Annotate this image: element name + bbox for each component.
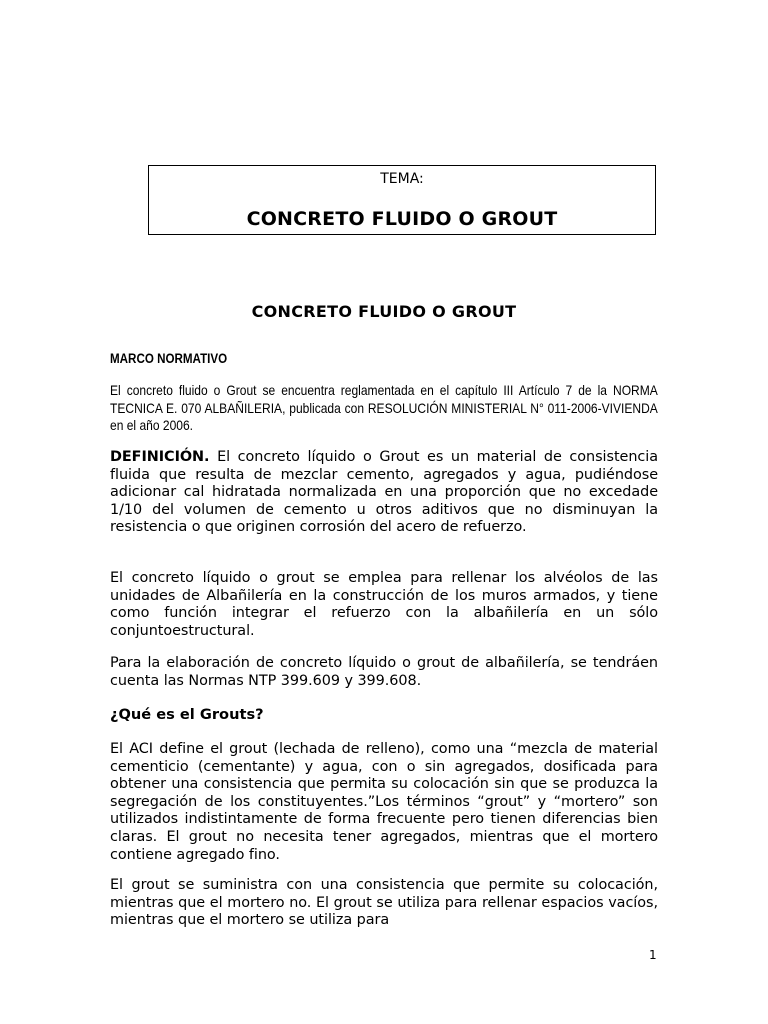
- tema-title: CONCRETO FLUIDO O GROUT: [246, 208, 558, 230]
- question-heading: ¿Qué es el Grouts?: [110, 706, 264, 723]
- main-heading: CONCRETO FLUIDO O GROUT: [251, 302, 517, 321]
- definicion-text: El concreto líquido o Grout es un material de consistencia fluida que resulta de mezclar cemento, agregados y agua, pudiéndose adicionar cal hidratada normalizada en una proporción que no excedade 1/10 del volumen de cemento u otros aditivos que no disminuyan la resistencia o que originen corrosión del acero de refuerzo.: [110, 449, 658, 536]
- tema-label: TEMA:: [380, 171, 424, 187]
- marco-normativo-paragraph: El concreto fluido o Grout se encuentra reglamentada en el capítulo III Artículo 7 de la NORMA TECNICA E. 070 ALBAÑILERIA, publicada con RESOLUCIÓN MINISTERIAL N° 011-2006-VIVIENDA en el año 2006.: [110, 382, 658, 433]
- aci-paragraph: El ACI define el grout (lechada de relleno), como una “mezcla de material cementicio (cementante) y agua, con o sin agregados, dosificada para obtener una consistencia que permita su colocación sin que se produzca la segregación de los constituyentes.”Los términos “grout” y “mortero” son utilizados indistintamente de forma frecuente pero tienen diferencias bien claras. El grout no necesita tener agregados, mientras que el mortero contiene agregado fino.: [110, 741, 658, 863]
- uso-paragraph: El concreto líquido o grout se emplea para rellenar los alvéolos de las unidades de Albañilería en la construcción de los muros armados, y tiene como función integrar el refuerzo con la albañilería en un sólo conjuntoestructural.: [110, 570, 658, 639]
- tema-box: [148, 165, 656, 235]
- definicion-label: DEFINICIÓN.: [110, 449, 210, 465]
- definicion-paragraph: [110, 449, 658, 537]
- marco-normativo-heading: MARCO NORMATIVO: [110, 351, 228, 366]
- suministro-paragraph: El grout se suministra con una consistencia que permite su colocación, mientras que el mortero no. El grout se utiliza para rellenar espacios vacíos, mientras que el mortero se utiliza para: [110, 877, 658, 929]
- page-number: 1: [649, 948, 657, 962]
- norma-paragraph: Para la elaboración de concreto líquido o grout de albañilería, se tendráen cuenta las Normas NTP 399.609 y 399.608.: [110, 655, 658, 689]
